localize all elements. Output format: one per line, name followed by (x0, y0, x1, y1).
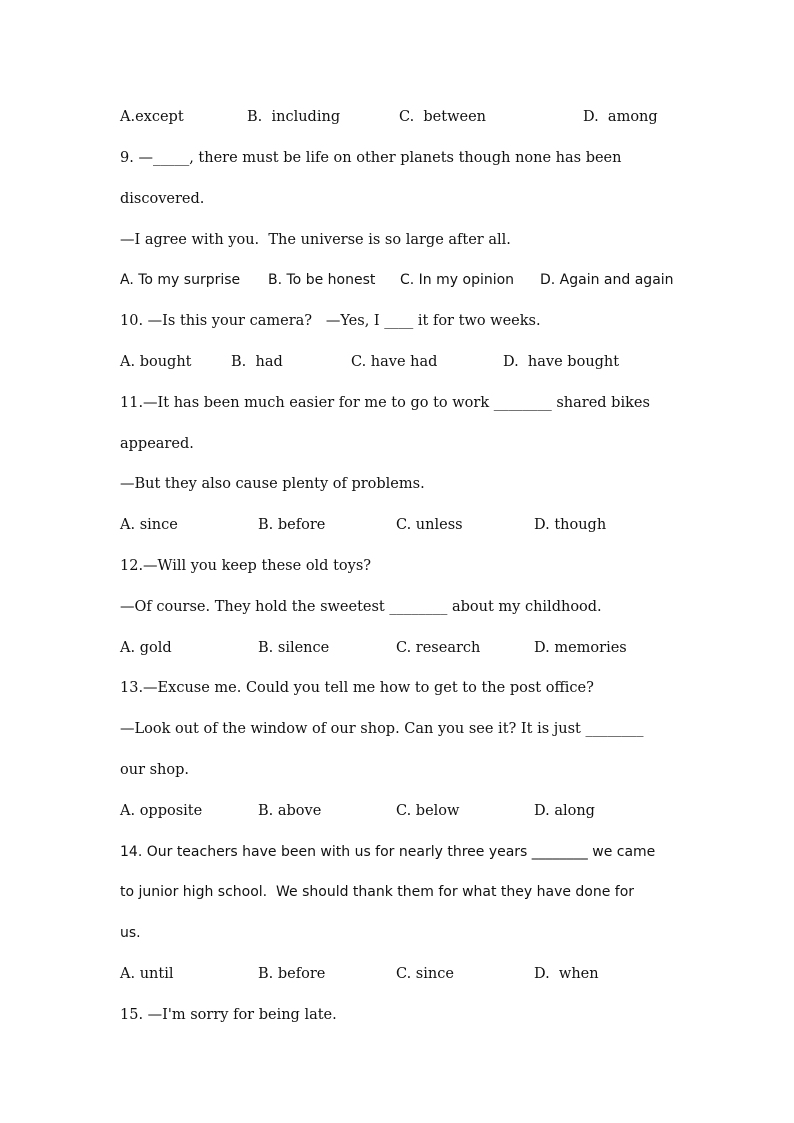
q8-option-c: C. between (399, 109, 487, 125)
q11-stem-line1: 11.—It has been much easier for me to go to work ________ shared bikes (120, 395, 650, 411)
q13-option-c: C. below (396, 803, 460, 819)
q14-option-b: B. before (258, 966, 326, 982)
q13-reply-line1: —Look out of the window of our shop. Can you see it? It is just ________ (120, 721, 644, 737)
q11-option-a: A. since (120, 517, 178, 533)
q12-option-a: A. gold (120, 640, 172, 656)
q14-option-d: D. when (534, 966, 599, 982)
q9-option-a: A. To my surprise (120, 272, 241, 288)
q8-option-d: D. among (583, 109, 658, 125)
q14-stem-line1: 14. Our teachers have been with us for nearly three years ________ we came (120, 844, 656, 860)
q14-stem-line2: to junior high school. We should thank them for what they have done for (120, 884, 635, 900)
q11-reply: —But they also cause plenty of problems. (120, 476, 425, 492)
q10-stem: 10. —Is this your camera? —Yes, I ____ it for two weeks. (120, 313, 541, 329)
q10-option-b: B. had (231, 354, 283, 370)
q13-option-a: A. opposite (120, 803, 203, 819)
q14-option-c: C. since (396, 966, 454, 982)
q13-reply-line2: our shop. (120, 762, 190, 778)
q9-stem-line1: 9. —_____, there must be life on other planets though none has been (120, 150, 622, 166)
q11-option-d: D. though (534, 517, 607, 533)
q8-option-a: A.except (120, 109, 184, 125)
q8-option-b: B. including (247, 109, 341, 125)
q10-option-c: C. have had (351, 354, 438, 370)
q12-option-b: B. silence (258, 640, 330, 656)
q14-stem-line3: us. (120, 925, 141, 941)
q13-option-d: D. along (534, 803, 595, 819)
q9-option-d: D. Again and again (540, 272, 674, 288)
q11-option-b: B. before (258, 517, 326, 533)
q10-option-d: D. have bought (503, 354, 620, 370)
q9-reply: —I agree with you. The universe is so large after all. (120, 232, 511, 248)
q9-option-b: B. To be honest (268, 272, 376, 288)
q13-stem: 13.—Excuse me. Could you tell me how to get to the post office? (120, 680, 594, 696)
q11-stem-line2: appeared. (120, 436, 194, 452)
q12-option-c: C. research (396, 640, 481, 656)
q9-option-c: C. In my opinion (400, 272, 515, 288)
q12-reply: —Of course. They hold the sweetest ________ about my childhood. (120, 599, 602, 615)
q14-option-a: A. until (120, 966, 174, 982)
q12-option-d: D. memories (534, 640, 627, 656)
q12-stem: 12.—Will you keep these old toys? (120, 558, 372, 574)
q13-option-b: B. above (258, 803, 322, 819)
q15-stem: 15. —I'm sorry for being late. (120, 1007, 337, 1023)
q9-stem-line2: discovered. (120, 191, 205, 207)
q10-option-a: A. bought (120, 354, 192, 370)
q11-option-c: C. unless (396, 517, 463, 533)
